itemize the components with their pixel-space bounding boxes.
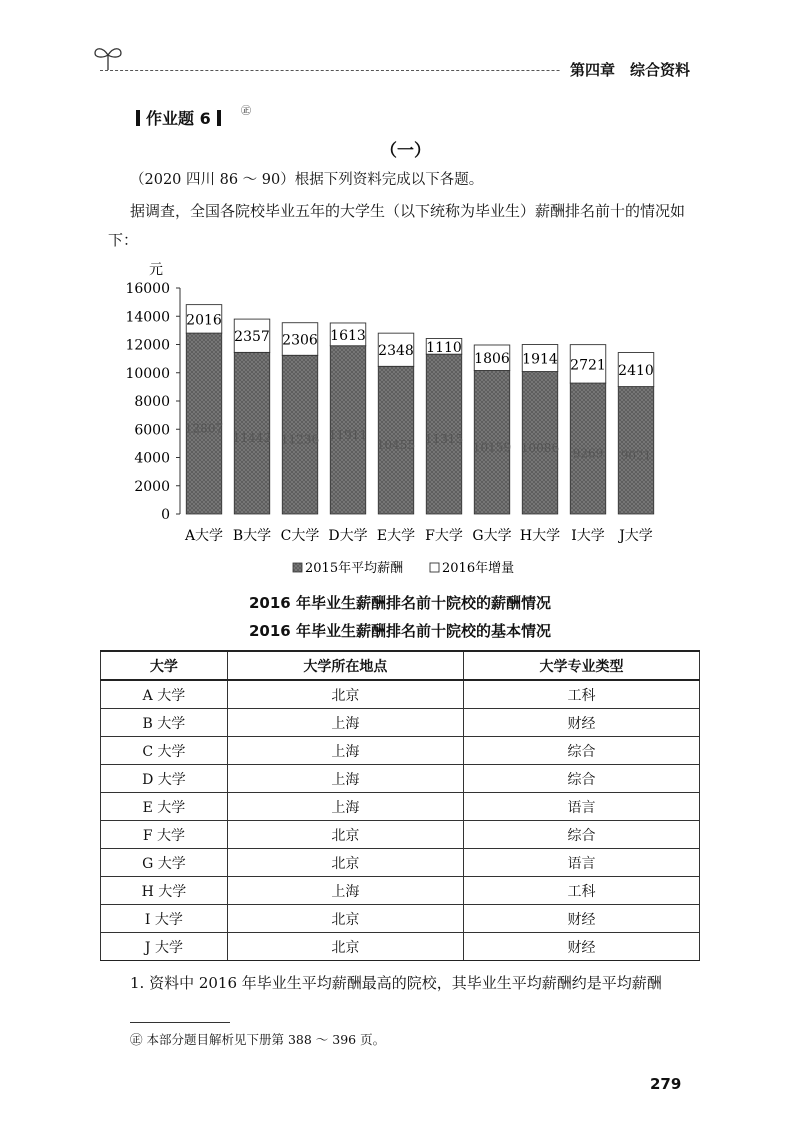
bar-2015-value-label: 11442 — [232, 431, 272, 446]
bar-2015-value-label: 10455 — [376, 438, 416, 453]
cell-location: 上海 — [227, 877, 463, 905]
cell-location: 上海 — [227, 737, 463, 765]
cell-university: E 大学 — [101, 793, 228, 821]
header-major-type: 大学专业类型 — [463, 651, 699, 680]
cell-university: H 大学 — [101, 877, 228, 905]
bar-2015-value-label: 11315 — [424, 432, 464, 447]
cell-major-type: 财经 — [463, 933, 699, 961]
bar-2015-value-label: 11911 — [328, 427, 368, 442]
x-tick-label: C大学 — [280, 528, 320, 544]
chart-caption: 2016 年毕业生薪酬排名前十院校的薪酬情况 — [249, 594, 551, 612]
cell-major-type: 工科 — [463, 877, 699, 905]
cell-location: 北京 — [227, 680, 463, 709]
cell-university: C 大学 — [101, 737, 228, 765]
cell-location: 上海 — [227, 709, 463, 737]
y-axis-label: 元 — [149, 262, 163, 278]
x-tick-label: B大学 — [232, 528, 272, 544]
chapter-title: 第四章 综合资料 — [560, 60, 700, 80]
homework-title-text: 作业题 6 — [146, 109, 211, 128]
table-row — [101, 933, 700, 961]
question-1: 1. 资料中 2016 年毕业生平均薪酬最高的院校，其毕业生平均薪酬约是平均薪酬 — [130, 974, 662, 992]
header-university: 大学 — [101, 651, 228, 680]
bar-2015-value-label: 9021 — [620, 448, 652, 463]
bar-2015-value-label: 11236 — [280, 432, 320, 447]
y-tick-label: 12000 — [125, 337, 170, 354]
cell-university: I 大学 — [101, 905, 228, 933]
salary-bar-chart — [110, 250, 670, 585]
table-row — [101, 793, 700, 821]
y-tick-label: 8000 — [134, 394, 170, 410]
bar-increase-value-label: 2721 — [570, 357, 606, 374]
x-tick-label: H大学 — [519, 528, 561, 544]
x-tick-label: F大学 — [425, 528, 463, 544]
legend-label-2016: 2016年增量 — [442, 561, 515, 576]
page-number: 279 — [650, 1075, 682, 1093]
cell-location: 北京 — [227, 905, 463, 933]
title-bar-right — [217, 110, 221, 126]
bar-increase-value-label: 1110 — [426, 339, 462, 356]
bar-increase-value-label: 2348 — [378, 343, 414, 360]
table-row — [101, 877, 700, 905]
cell-location: 上海 — [227, 765, 463, 793]
legend-swatch-2015 — [293, 563, 302, 572]
cell-location: 北京 — [227, 933, 463, 961]
table-row — [101, 737, 700, 765]
bar-increase-value-label: 2016 — [186, 312, 222, 329]
cell-university: G 大学 — [101, 849, 228, 877]
cell-university: A 大学 — [101, 680, 228, 709]
table-row — [101, 680, 700, 709]
cell-university: B 大学 — [101, 709, 228, 737]
section-number: （一） — [380, 141, 431, 161]
bar-2015-value-label: 9269 — [572, 446, 604, 461]
title-bar-left — [136, 110, 140, 126]
bar-increase-value-label: 1914 — [522, 351, 558, 368]
cell-location: 北京 — [227, 849, 463, 877]
cell-university: D 大学 — [101, 765, 228, 793]
intro-paragraph: 据调查，全国各院校毕业五年的大学生（以下统称为毕业生）薪酬排名前十的情况如下： — [108, 202, 686, 249]
y-tick-label: 0 — [161, 507, 170, 523]
y-tick-label: 16000 — [125, 281, 170, 297]
bar-2015-value-label: 10086 — [520, 440, 560, 455]
x-tick-label: A大学 — [184, 528, 224, 544]
footnote-rule — [130, 1022, 230, 1023]
bar-2015-value-label: 12807 — [184, 421, 224, 436]
cell-major-type: 语言 — [463, 793, 699, 821]
cell-major-type: 综合 — [463, 737, 699, 765]
table-row — [101, 905, 700, 933]
bar-increase-value-label: 2410 — [618, 363, 654, 380]
bar-increase-value-label: 2306 — [282, 332, 318, 349]
cell-university: F 大学 — [101, 821, 228, 849]
table-row — [101, 765, 700, 793]
footnote: ㊣ 本部分题目解析见下册第 388 ～ 396 页。 — [130, 1032, 386, 1047]
table-row — [101, 821, 700, 849]
cell-location: 北京 — [227, 821, 463, 849]
footnote-mark: ㊣ — [241, 106, 251, 117]
legend-label-2015: 2015年平均薪酬 — [305, 561, 404, 576]
cell-major-type: 语言 — [463, 849, 699, 877]
cell-major-type: 财经 — [463, 905, 699, 933]
table-row — [101, 709, 700, 737]
source-line: （2020 四川 86 ～ 90）根据下列资料完成以下各题。 — [130, 172, 484, 188]
bar-2015-value-label: 10159 — [472, 440, 512, 455]
x-tick-label: E大学 — [376, 528, 416, 544]
cell-major-type: 工科 — [463, 680, 699, 709]
y-tick-label: 2000 — [134, 478, 170, 495]
cell-major-type: 财经 — [463, 709, 699, 737]
legend-swatch-2016 — [430, 563, 439, 572]
table-caption: 2016 年毕业生薪酬排名前十院校的基本情况 — [249, 622, 551, 640]
bar-increase-value-label: 1613 — [330, 327, 366, 344]
x-tick-label: I大学 — [571, 528, 605, 544]
cell-location: 上海 — [227, 793, 463, 821]
header-location: 大学所在地点 — [227, 651, 463, 680]
y-tick-label: 14000 — [125, 309, 170, 326]
bar-increase-value-label: 2357 — [234, 329, 270, 346]
x-tick-label: G大学 — [472, 528, 512, 544]
cell-university: J 大学 — [101, 933, 228, 961]
y-tick-label: 10000 — [125, 365, 170, 382]
cell-major-type: 综合 — [463, 821, 699, 849]
bar-increase-value-label: 1806 — [474, 351, 510, 368]
homework-title — [130, 106, 227, 129]
y-tick-label: 6000 — [134, 422, 170, 439]
table-row — [101, 849, 700, 877]
x-tick-label: J大学 — [619, 528, 653, 544]
sprout-icon — [92, 42, 124, 72]
y-tick-label: 4000 — [134, 450, 170, 467]
table-header-row — [101, 651, 700, 680]
cell-major-type: 综合 — [463, 765, 699, 793]
x-tick-label: D大学 — [328, 528, 368, 544]
university-table — [100, 650, 700, 961]
